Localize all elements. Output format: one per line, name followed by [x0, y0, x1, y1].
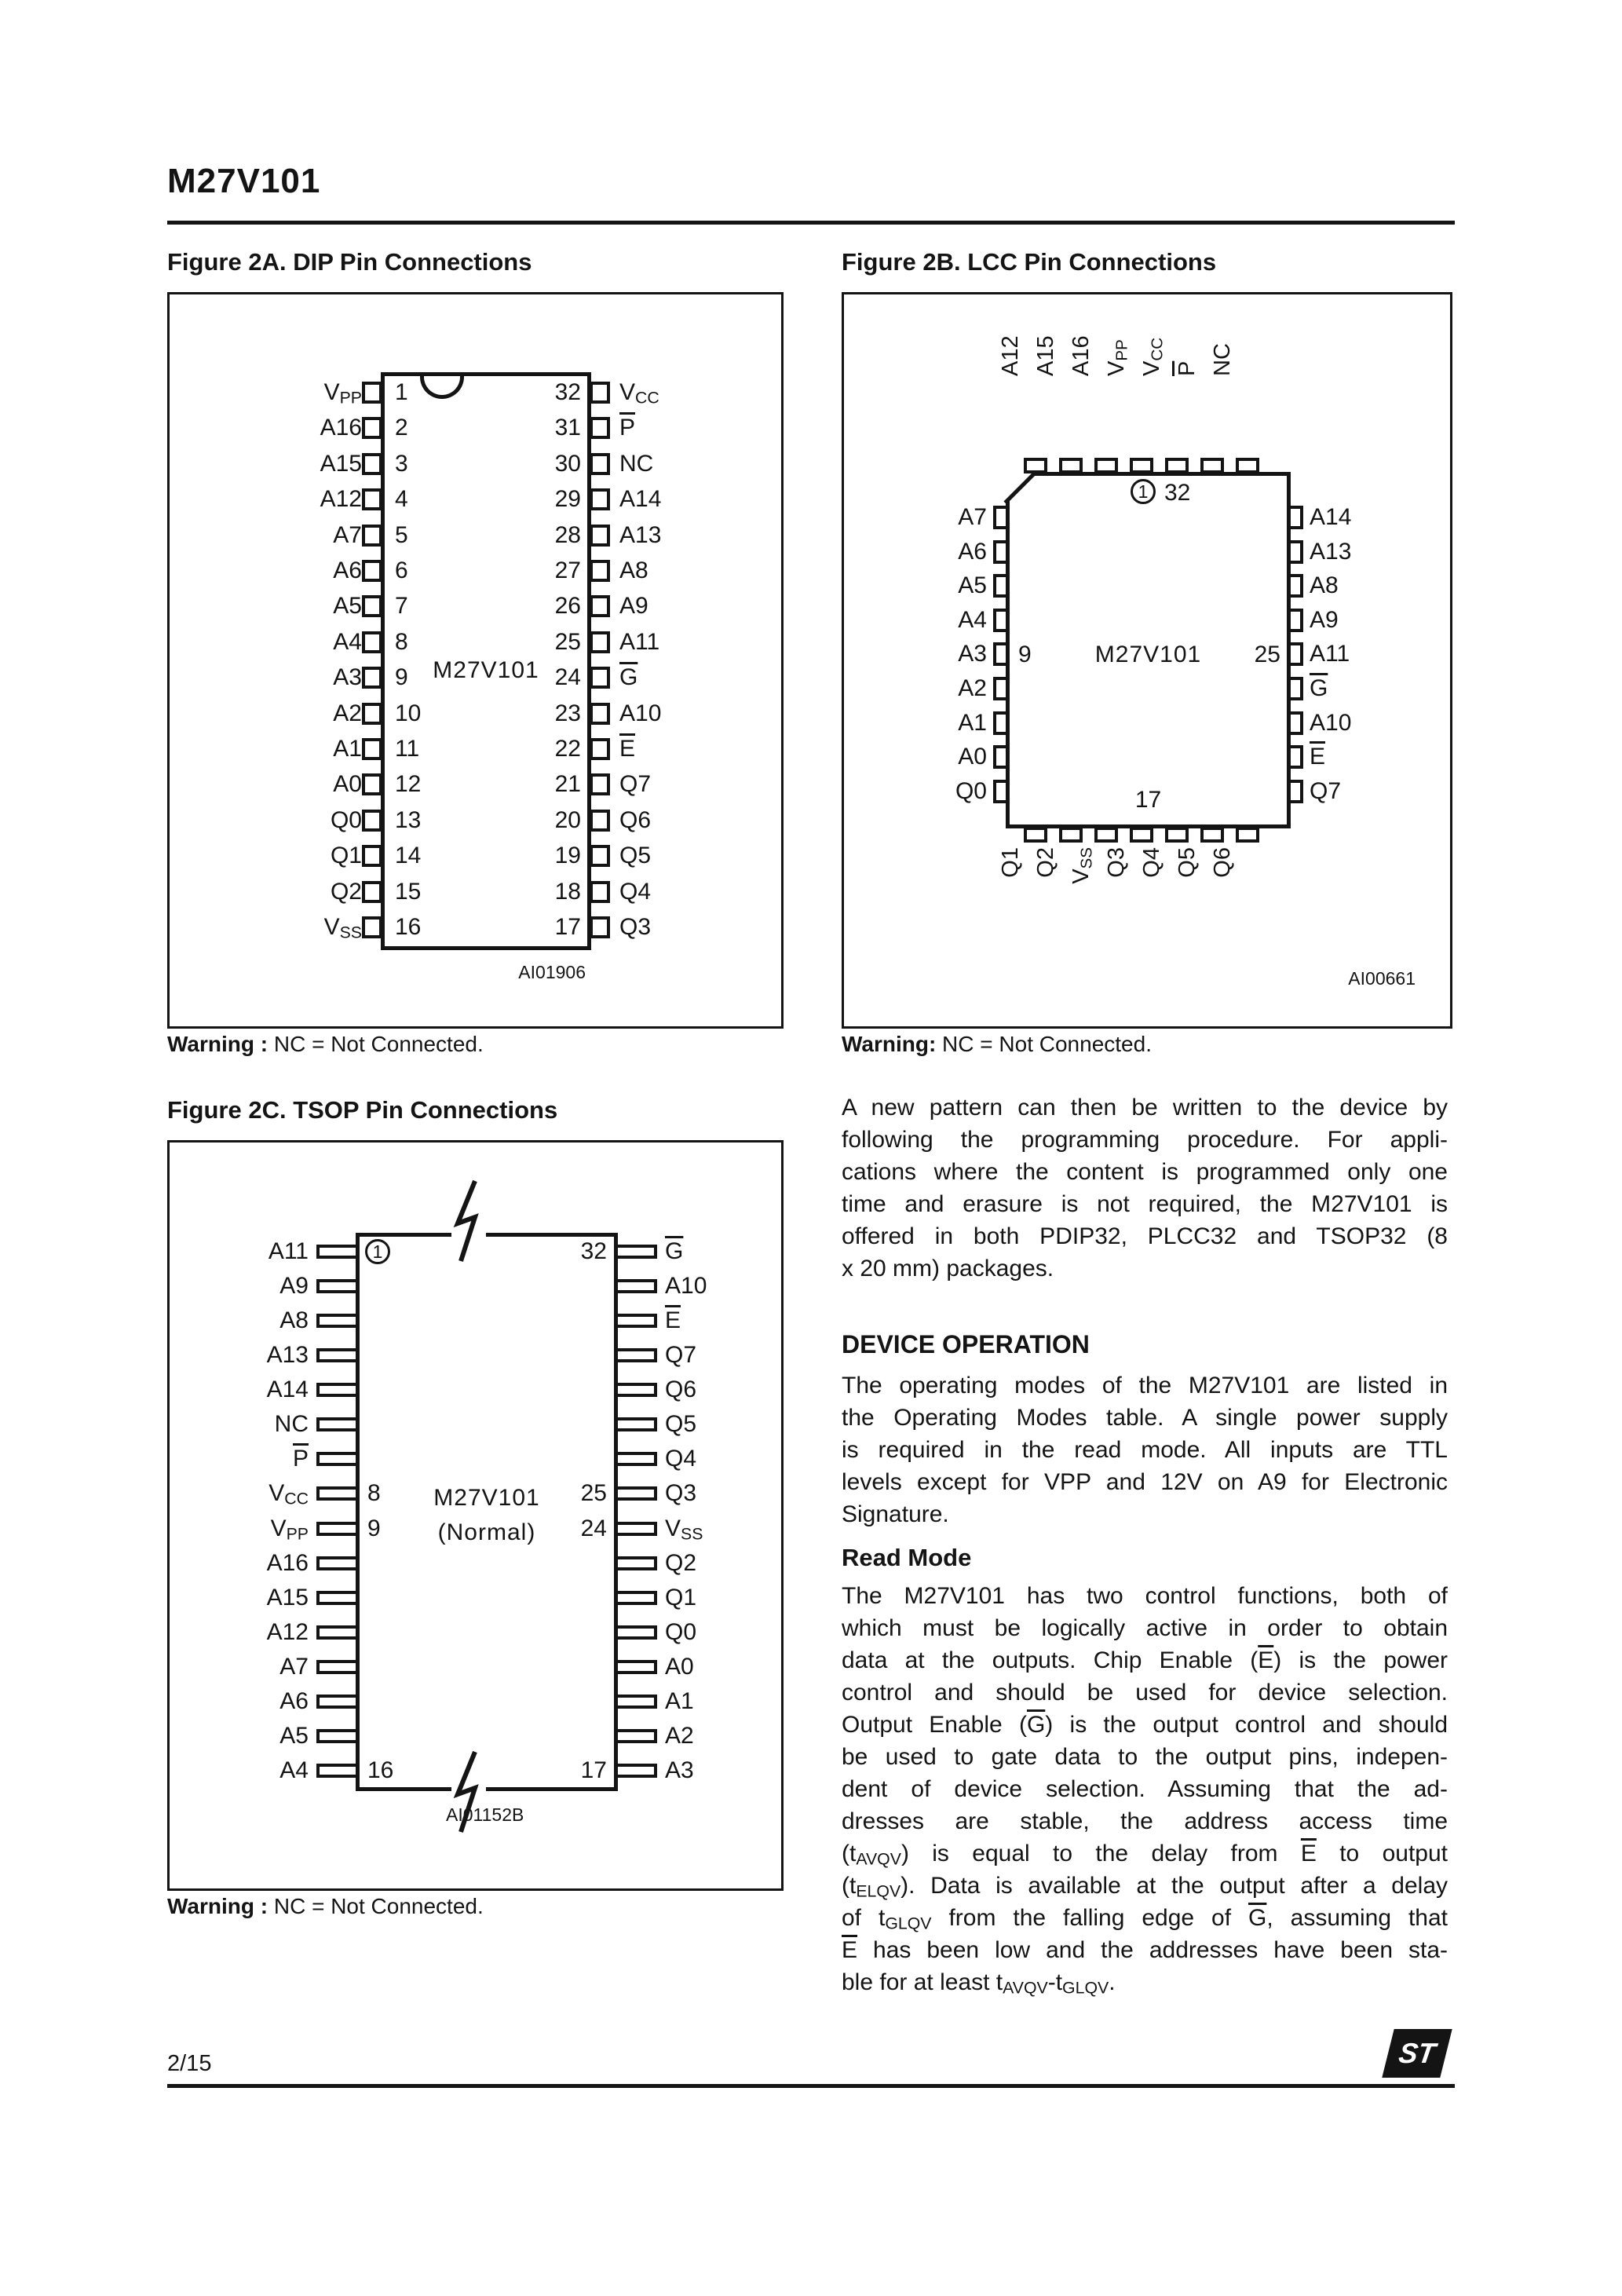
lcc-pin32-number: 32 [1164, 480, 1191, 506]
dip-left-pin-number: 5 [395, 522, 408, 548]
text-line: $(t_{AVQV})$ is equal to the delay from $\overline{E}$ to output [842, 1841, 1448, 1869]
dip-right-pin-stub [590, 667, 610, 689]
tsop-right-pin-label: Q4 [665, 1446, 697, 1472]
lcc-right-pin-label: A8 [1310, 572, 1339, 598]
dip-left-pin-label: A12 [320, 486, 362, 512]
text-line: Output Enable $(\overline{G})$ is the output control and should [842, 1712, 1448, 1738]
lcc-left-pin-label: A2 [958, 675, 987, 701]
dip-right-pin-number: 29 [554, 486, 581, 512]
dip-right-pin-stub [590, 595, 610, 617]
text-line: The M27V101 has two control functions, both of [842, 1583, 1448, 1609]
tsop-right-pin-label: A10 [665, 1273, 707, 1299]
tsop-left-pin-stub [316, 1417, 359, 1431]
st-logo [1382, 2029, 1452, 2078]
tsop-right-pin-number: 25 [580, 1480, 607, 1506]
text-line: A new pattern can then be written to the device by [842, 1095, 1448, 1121]
dip-chip-label: M27V101 [433, 657, 539, 683]
text-line: Signature. [842, 1501, 949, 1527]
text-line: cations where the content is programmed only one [842, 1159, 1448, 1185]
tsop-left-pin-stub [316, 1383, 359, 1397]
lcc-bottom-pin-stub [1059, 827, 1083, 843]
dip-left-pin-stub [362, 417, 382, 439]
tsop-right-pin-label: $V_{SS}$ [665, 1515, 703, 1544]
tsop-right-pin-label: Q2 [665, 1550, 697, 1576]
dip-right-pin-label: A14 [619, 486, 662, 512]
dip-left-pin-number: 10 [395, 700, 422, 726]
tsop-left-pin-stub [316, 1556, 359, 1570]
tsop-left-pin-stub [316, 1625, 359, 1640]
tsop-left-pin-stub [316, 1452, 359, 1466]
lcc-top-pin-stub [1024, 458, 1047, 473]
lcc-right-pin-stub [1288, 642, 1303, 666]
lcc-right-pin-stub [1288, 677, 1303, 700]
lcc-bottom-pin-stub [1094, 827, 1118, 843]
dip-right-pin-stub [590, 916, 610, 938]
dip-right-pin-number: 23 [554, 700, 581, 726]
page-title: M27V101 [167, 162, 321, 200]
lcc-bottom-pin-label: $V_{SS}$ [1069, 847, 1096, 884]
lcc-top-pin-stub [1236, 458, 1259, 473]
warning-text: NC = Not Connected. [268, 1894, 484, 1918]
section-heading-device-operation: DEVICE OPERATION [842, 1330, 1090, 1358]
dip-right-pin-number: 19 [554, 843, 581, 868]
dip-right-pin-stub [590, 845, 610, 867]
dip-right-pin-label: Q6 [619, 807, 652, 833]
tsop-left-pin-stub [316, 1522, 359, 1536]
dip-left-pin-number: 4 [395, 486, 408, 512]
dip-right-pin-stub [590, 382, 610, 404]
dip-right-pin-number: 24 [554, 664, 581, 690]
tsop-right-pin-label: Q5 [665, 1411, 697, 1437]
lcc-pin17-number: 17 [1134, 787, 1162, 813]
figure-2b-title: Figure 2B. LCC Pin Connections [842, 248, 1217, 276]
dip-right-pin-label: A9 [619, 593, 648, 619]
dip-right-pin-label: $\overline{E}$ [619, 736, 636, 762]
dip-left-pin-number: 9 [395, 664, 408, 690]
tsop-left-pin-label: A7 [279, 1654, 309, 1680]
dip-left-pin-label: A16 [320, 415, 362, 441]
tsop-left-pin-label: $V_{CC}$ [269, 1480, 309, 1508]
tsop-right-pin-stub [615, 1383, 657, 1397]
st-logo-text: ST [1397, 2037, 1438, 2069]
dip-left-pin-stub [362, 382, 382, 404]
tsop-right-pin-label: $\overline{E}$ [665, 1307, 681, 1333]
dip-left-pin-label: Q1 [330, 843, 362, 868]
tsop-right-pin-label: A2 [665, 1723, 694, 1749]
tsop-left-pin-label: A16 [266, 1550, 309, 1576]
text-line: dresses are stable, the address access time [842, 1808, 1448, 1834]
lcc-left-pin-label: A3 [958, 641, 987, 667]
dip-left-pin-label: A5 [333, 593, 362, 619]
tsop-left-pin-stub [316, 1764, 359, 1778]
lcc-left-pin-label: Q0 [955, 778, 987, 804]
lcc-left-pin-label: A1 [958, 710, 987, 736]
tsop-right-pin-number: 24 [580, 1515, 607, 1541]
tsop-right-pin-stub [615, 1314, 657, 1328]
lcc-top-pin-label: A15 [1033, 335, 1058, 376]
tsop-left-pin-label: A4 [279, 1757, 309, 1783]
tsop-right-pin-stub [615, 1348, 657, 1362]
dip-left-pin-label: A2 [333, 700, 362, 726]
warning-label: Warning : [167, 1032, 269, 1056]
tsop-right-pin-stub [615, 1279, 657, 1293]
dip-right-pin-label: A8 [619, 558, 648, 583]
tsop-left-pin-label: A6 [279, 1688, 309, 1714]
lcc-right-pin-stub [1288, 780, 1303, 803]
lcc-right-pin-stub [1288, 711, 1303, 735]
tsop-left-pin-label: A8 [279, 1307, 309, 1333]
dip-left-pin-stub [362, 595, 382, 617]
dip-right-pin-stub [590, 488, 610, 510]
lcc-chip-label: M27V101 [1094, 642, 1202, 667]
dip-left-pin-number: 14 [395, 843, 422, 868]
dip-left-pin-stub [362, 881, 382, 903]
tsop-left-pin-label: A15 [266, 1585, 309, 1610]
dip-right-pin-number: 22 [554, 736, 581, 762]
dip-left-pin-stub [362, 560, 382, 582]
dip-right-pin-stub [590, 773, 610, 795]
dip-right-pin-stub [590, 738, 610, 760]
lcc-right-pin-stub [1288, 609, 1303, 632]
dip-left-pin-stub [362, 631, 382, 653]
dip-left-pin-stub [362, 738, 382, 760]
tsop-right-pin-label: Q1 [665, 1585, 697, 1610]
tsop-left-pin-label: $V_{PP}$ [270, 1515, 309, 1544]
lcc-right-pin-label: $\overline{G}$ [1310, 675, 1328, 701]
page-number: 2/15 [167, 2051, 212, 2076]
dip-left-pin-number: 3 [395, 451, 408, 477]
tsop-chip-sublabel: (Normal) [437, 1519, 536, 1545]
lcc-left-pin-stub [993, 711, 1009, 735]
dip-left-pin-number: 16 [395, 914, 422, 940]
tsop-left-pin-stub [316, 1348, 359, 1362]
tsop-right-pin-number: 17 [580, 1757, 607, 1783]
dip-left-pin-number: 2 [395, 415, 408, 441]
text-line: levels except for VPP and 12V on A9 for Electronic [842, 1469, 1448, 1495]
figure-2a-dip-diagram [167, 292, 784, 1029]
tsop-chip-body [356, 1233, 618, 1791]
dip-right-pin-number: 32 [554, 379, 581, 405]
dip-right-pin-stub [590, 560, 610, 582]
lcc-top-pin-stub [1130, 458, 1153, 473]
tsop-left-pin-label: A12 [266, 1619, 309, 1645]
dip-right-pin-label: $\overline{G}$ [619, 664, 638, 690]
lcc-bottom-pin-label: Q3 [1104, 847, 1129, 878]
lcc-top-pin-stub [1094, 458, 1118, 473]
lcc-right-pin-label: $\overline{E}$ [1310, 744, 1326, 770]
lcc-left-pin-label: A5 [958, 572, 987, 598]
lcc-bottom-pin-stub [1236, 827, 1259, 843]
tsop-right-pin-stub [615, 1660, 657, 1674]
tsop-right-pin-label: Q7 [665, 1342, 697, 1368]
lcc-pin9-number: 9 [1018, 642, 1032, 667]
tsop-right-pin-label: A0 [665, 1654, 694, 1680]
dip-right-pin-stub [590, 453, 610, 475]
tsop-left-pin-stub [316, 1729, 359, 1743]
lcc-right-pin-label: A11 [1310, 641, 1350, 667]
lcc-right-pin-stub [1288, 745, 1303, 769]
tsop-left-pin-stub [316, 1660, 359, 1674]
lcc-left-pin-label: A7 [958, 504, 987, 530]
tsop-right-pin-stub [615, 1591, 657, 1605]
tsop-drawing-ref: AI01152B [446, 1804, 524, 1825]
dip-right-pin-stub [590, 703, 610, 725]
dip-left-pin-label: A4 [333, 629, 362, 655]
lcc-left-pin-label: A4 [958, 607, 987, 633]
warning-text: NC = Not Connected. [268, 1032, 484, 1056]
lcc-top-pin-stub [1165, 458, 1189, 473]
lcc-top-pin-label: $V_{PP}$ [1104, 339, 1131, 376]
dip-left-pin-stub [362, 488, 382, 510]
figure-2b-warning [842, 1032, 1152, 1057]
dip-left-pin-label: A6 [333, 558, 362, 583]
lcc-bottom-pin-stub [1024, 827, 1047, 843]
dip-right-pin-number: 28 [554, 522, 581, 548]
dip-left-pin-number: 15 [395, 879, 422, 905]
dip-left-pin-number: 6 [395, 558, 408, 583]
tsop-left-pin-stub [316, 1279, 359, 1293]
lcc-bottom-pin-stub [1200, 827, 1224, 843]
dip-left-pin-stub [362, 773, 382, 795]
tsop-left-pin-stub [316, 1314, 359, 1328]
lcc-top-pin-label: A12 [998, 335, 1023, 376]
tsop-right-pin-stub [615, 1695, 657, 1709]
lcc-right-pin-label: Q7 [1310, 778, 1342, 804]
lcc-bottom-pin-label: Q2 [1033, 847, 1058, 878]
tsop-left-pin-number: 16 [367, 1757, 394, 1783]
lcc-right-pin-label: A9 [1310, 607, 1339, 633]
body-paragraph-1 [842, 1091, 1448, 1285]
dip-right-pin-number: 30 [554, 451, 581, 477]
lcc-top-pin-label: NC [1210, 343, 1235, 376]
dip-right-pin-number: 26 [554, 593, 581, 619]
lcc-pin1-marker: 1 [1131, 479, 1156, 504]
lcc-left-pin-stub [993, 609, 1009, 632]
dip-left-pin-number: 11 [395, 736, 420, 762]
dip-left-pin-stub [362, 525, 382, 547]
dip-left-pin-stub [362, 667, 382, 689]
tsop-right-pin-label: A3 [665, 1757, 694, 1783]
dip-left-pin-number: 12 [395, 771, 422, 797]
text-line: x 20 mm) packages. [842, 1256, 1054, 1281]
lcc-bottom-pin-stub [1130, 827, 1153, 843]
dip-right-pin-label: $\overline{P}$ [619, 415, 636, 441]
tsop-right-pin-stub [615, 1729, 657, 1743]
dip-right-pin-label: A11 [619, 629, 660, 655]
lcc-bottom-pin-label: Q4 [1139, 847, 1164, 878]
figure-2a-title: Figure 2A. DIP Pin Connections [167, 248, 532, 276]
dip-right-pin-number: 31 [554, 415, 581, 441]
tsop-right-pin-number: 32 [580, 1238, 607, 1264]
dip-left-pin-label: Q0 [330, 807, 362, 833]
dip-left-pin-number: 8 [395, 629, 408, 655]
dip-right-pin-label: NC [619, 451, 654, 477]
warning-label: Warning : [167, 1894, 269, 1918]
text-line: ble for at least $t_{AVQV}-t_{GLQV}$. [842, 1969, 1116, 1998]
text-line: $(t_{ELQV})$. Data is available at the output after a delay [842, 1873, 1448, 1901]
tsop-right-pin-stub [615, 1556, 657, 1570]
section-heading-read-mode: Read Mode [842, 1544, 972, 1571]
tsop-top-break-mark [440, 1178, 506, 1264]
lcc-pin25-number: 25 [1254, 642, 1280, 667]
text-line: which must be logically active in order to obtain [842, 1615, 1448, 1641]
lcc-top-pin-label: $\overline{P}$ [1174, 360, 1200, 376]
dip-left-pin-label: A3 [333, 664, 362, 690]
text-line: time and erasure is not required, the M27V101 is [842, 1191, 1448, 1217]
lcc-bottom-pin-label: Q6 [1210, 847, 1235, 878]
dip-left-pin-number: 13 [395, 807, 422, 833]
footer-rule [167, 2084, 1455, 2088]
tsop-left-pin-stub [316, 1591, 359, 1605]
tsop-right-pin-stub [615, 1522, 657, 1536]
dip-right-pin-number: 20 [554, 807, 581, 833]
text-line: control and should be used for device selection. [842, 1680, 1448, 1706]
dip-right-pin-stub [590, 417, 610, 439]
text-line: dent of device selection. Assuming that the ad- [842, 1776, 1448, 1802]
text-line: the Operating Modes table. A single power supply [842, 1405, 1448, 1431]
lcc-top-pin-stub [1059, 458, 1083, 473]
dip-left-pin-stub [362, 845, 382, 867]
tsop-right-pin-stub [615, 1245, 657, 1259]
lcc-left-pin-label: A0 [958, 744, 987, 770]
dip-right-pin-number: 27 [554, 558, 581, 583]
tsop-left-pin-label: $\overline{P}$ [292, 1446, 309, 1472]
figure-2b-lcc-diagram [842, 292, 1452, 1029]
tsop-left-pin-stub [316, 1486, 359, 1501]
text-line: is required in the read mode. All inputs are TTL [842, 1437, 1448, 1463]
text-line: offered in both PDIP32, PLCC32 and TSOP32 (8 [842, 1223, 1448, 1249]
lcc-right-pin-stub [1288, 574, 1303, 598]
dip-left-pin-stub [362, 703, 382, 725]
dip-right-pin-stub [590, 810, 610, 832]
dip-left-pin-number: 1 [395, 379, 408, 405]
text-line: data at the outputs. Chip Enable $(\overline{E})$ is the power [842, 1647, 1448, 1673]
tsop-left-pin-label: NC [274, 1411, 309, 1437]
tsop-right-pin-label: $\overline{G}$ [665, 1238, 684, 1264]
tsop-left-pin-label: A9 [279, 1273, 309, 1299]
tsop-right-pin-label: Q6 [665, 1377, 697, 1402]
tsop-left-pin-stub [316, 1245, 359, 1259]
lcc-left-pin-stub [993, 506, 1009, 529]
dip-right-pin-label: $V_{CC}$ [619, 379, 659, 408]
tsop-left-pin-label: A5 [279, 1723, 309, 1749]
dip-right-pin-label: Q7 [619, 771, 652, 797]
dip-drawing-ref: AI01906 [518, 962, 586, 982]
body-paragraph-3 [842, 1580, 1448, 1998]
warning-text: NC = Not Connected. [936, 1032, 1152, 1056]
tsop-left-pin-label: A14 [266, 1377, 309, 1402]
dip-left-pin-label: A0 [333, 771, 362, 797]
lcc-right-pin-label: A14 [1310, 504, 1352, 530]
dip-right-pin-number: 17 [554, 914, 581, 940]
dip-right-pin-stub [590, 881, 610, 903]
dip-right-pin-label: Q4 [619, 879, 652, 905]
tsop-pin1-marker: 1 [365, 1239, 390, 1264]
tsop-right-pin-label: A1 [665, 1688, 694, 1714]
lcc-right-pin-label: A10 [1310, 710, 1352, 736]
dip-left-pin-label: Q2 [330, 879, 362, 905]
header-rule [167, 221, 1455, 225]
tsop-right-pin-stub [615, 1452, 657, 1466]
figure-2c-warning [167, 1894, 484, 1919]
dip-left-pin-label: A15 [320, 451, 362, 477]
dip-right-pin-label: Q3 [619, 914, 652, 940]
text-line: The operating modes of the M27V101 are listed in [842, 1373, 1448, 1398]
dip-left-pin-label: $V_{SS}$ [323, 914, 362, 942]
tsop-chip-label: M27V101 [433, 1485, 540, 1511]
lcc-drawing-ref: AI00661 [1348, 968, 1416, 989]
tsop-right-pin-label: Q3 [665, 1480, 697, 1506]
dip-left-pin-label: $V_{PP}$ [323, 379, 362, 408]
tsop-left-pin-label: A11 [268, 1238, 309, 1264]
figure-2c-title: Figure 2C. TSOP Pin Connections [167, 1096, 558, 1124]
lcc-left-pin-stub [993, 677, 1009, 700]
dip-right-pin-label: A10 [619, 700, 662, 726]
lcc-right-pin-stub [1288, 540, 1303, 564]
lcc-bottom-pin-label: Q1 [998, 847, 1023, 878]
tsop-right-pin-stub [615, 1417, 657, 1431]
text-line: following the programming procedure. For appli- [842, 1127, 1448, 1153]
figure-2a-warning [167, 1032, 484, 1057]
dip-left-pin-number: 7 [395, 593, 408, 619]
lcc-right-pin-stub [1288, 506, 1303, 529]
tsop-right-pin-stub [615, 1625, 657, 1640]
tsop-left-pin-number: 9 [367, 1515, 381, 1541]
lcc-right-pin-label: A13 [1310, 539, 1352, 565]
lcc-top-pin-label: $V_{CC}$ [1139, 337, 1167, 376]
dip-left-pin-stub [362, 916, 382, 938]
dip-right-pin-number: 25 [554, 629, 581, 655]
dip-right-pin-stub [590, 631, 610, 653]
lcc-left-pin-stub [993, 540, 1009, 564]
tsop-right-pin-stub [615, 1486, 657, 1501]
dip-right-pin-number: 21 [554, 771, 581, 797]
dip-left-pin-stub [362, 810, 382, 832]
lcc-left-pin-stub [993, 574, 1009, 598]
dip-right-pin-number: 18 [554, 879, 581, 905]
lcc-bottom-pin-label: Q5 [1174, 847, 1200, 878]
tsop-left-pin-number: 8 [367, 1480, 381, 1506]
lcc-top-pin-stub [1200, 458, 1224, 473]
text-line: be used to gate data to the output pins, indepen- [842, 1744, 1448, 1770]
text-line: of $t_{GLQV}$ from the falling edge of $\overline{G}$, assuming that [842, 1905, 1448, 1933]
dip-right-pin-label: A13 [619, 522, 662, 548]
dip-right-pin-label: Q5 [619, 843, 652, 868]
lcc-left-pin-label: A6 [958, 539, 987, 565]
tsop-right-pin-stub [615, 1764, 657, 1778]
dip-left-pin-stub [362, 453, 382, 475]
lcc-bottom-pin-stub [1165, 827, 1189, 843]
figure-2c-tsop-diagram [167, 1140, 784, 1891]
lcc-left-pin-stub [993, 745, 1009, 769]
warning-label: Warning: [842, 1032, 937, 1056]
body-paragraph-2 [842, 1369, 1448, 1530]
dip-left-pin-label: A1 [333, 736, 362, 762]
lcc-top-pin-label: A16 [1069, 335, 1094, 376]
text-line: $\overline{E}$ has been low and the addresses have been sta- [842, 1937, 1448, 1963]
dip-left-pin-label: A7 [333, 522, 362, 548]
lcc-left-pin-stub [993, 642, 1009, 666]
dip-right-pin-stub [590, 525, 610, 547]
tsop-right-pin-label: Q0 [665, 1619, 697, 1645]
lcc-left-pin-stub [993, 780, 1009, 803]
tsop-left-pin-stub [316, 1695, 359, 1709]
tsop-left-pin-label: A13 [266, 1342, 309, 1368]
